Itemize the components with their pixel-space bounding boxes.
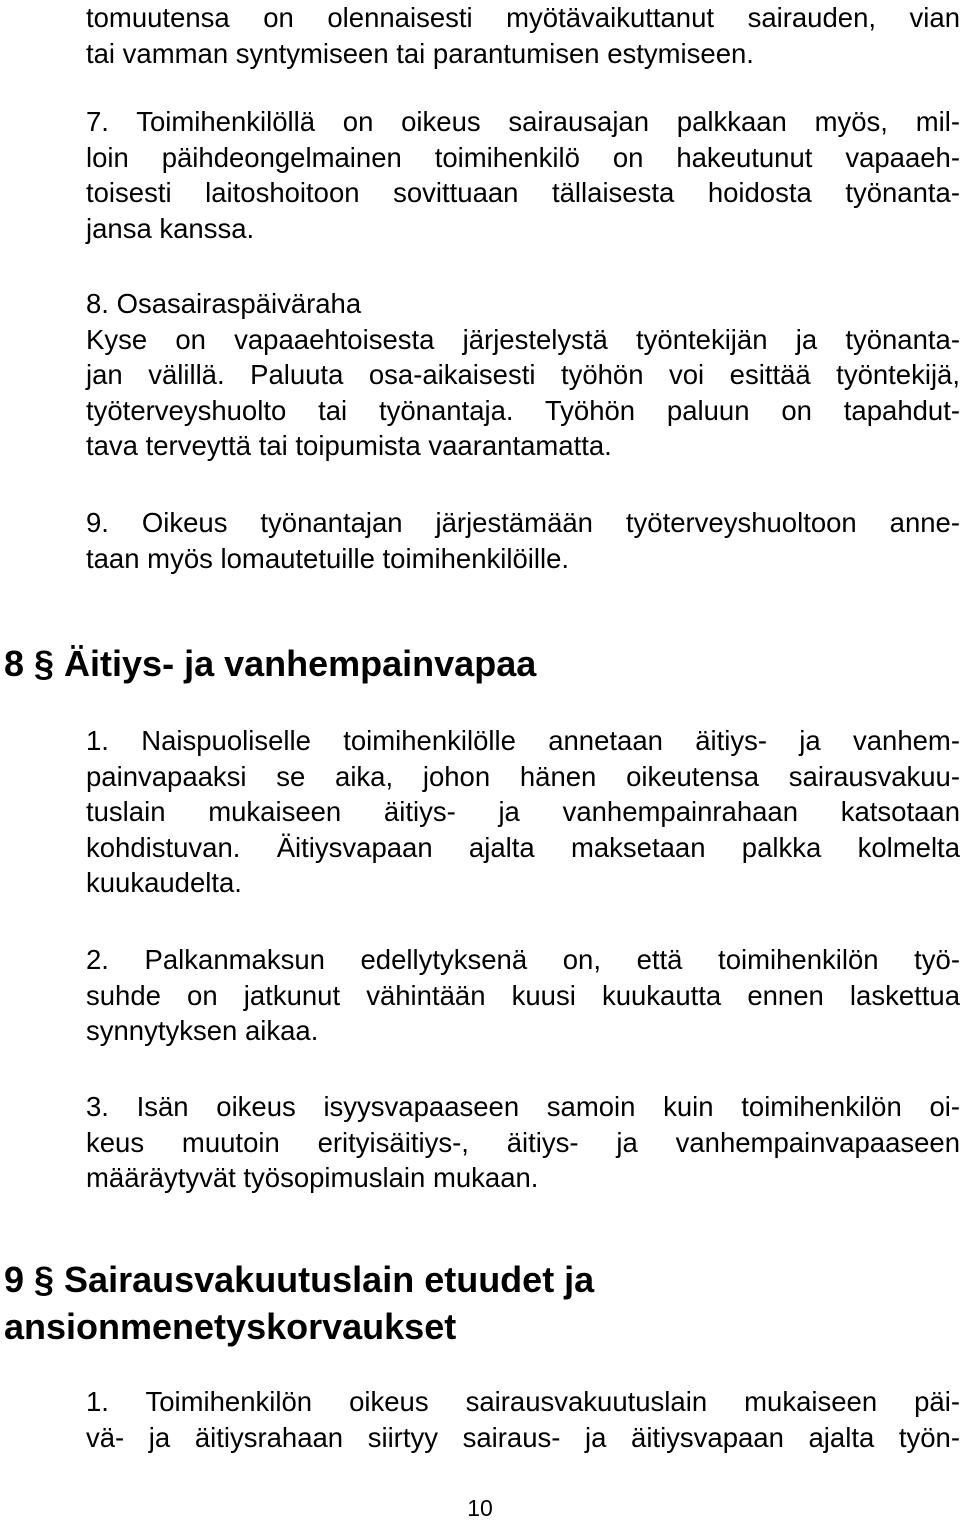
text-line: tomuutensa on olennaisesti myötävaikuttanut sairauden, vian (86, 2, 960, 33)
paragraph-section8-item-3 (86, 1089, 960, 1196)
text-line: loin päihdeongelmainen toimihenkilö on hakeutunut vapaaeh- (86, 141, 960, 173)
page-number: 10 (467, 1495, 493, 1521)
paragraph-section9-item-1 (86, 1384, 960, 1455)
text-line: 3. Isän oikeus isyysvapaaseen samoin kuin toimihenkilön oi- (86, 1091, 960, 1122)
text-line: suhde on jatkunut vähintään kuusi kuukautta ennen laskettua (86, 979, 960, 1011)
text-line: Kyse on vapaaehtoisesta järjestelystä työntekijän ja työnanta- (86, 323, 960, 355)
text-line: tuslain mukaiseen äitiys- ja vanhempainrahaan katsotaan (86, 796, 960, 827)
text-line: työterveyshuolto tai työnantaja. Työhön paluun on tapahdut- (86, 394, 960, 426)
text-line: synnytyksen aikaa. (86, 1015, 319, 1046)
section-heading-9 (4, 1256, 594, 1350)
text-line: kohdistuvan. Äitiysvapaan ajalta maksetaan palkka kolmelta (86, 831, 960, 863)
heading-line: 9 § Sairausvakuutuslain etuudet ja (4, 1259, 595, 1300)
text-line: 2. Palkanmaksun edellytyksenä on, että toimihenkilön työ- (86, 944, 960, 975)
text-line: toisesti laitoshoitoon sovittuaan tällaisesta hoidosta työnanta- (86, 177, 960, 208)
text-line: painvapaaksi se aika, johon hänen oikeutensa sairausvakuu- (86, 760, 960, 792)
text-line: 7. Toimihenkilöllä on oikeus sairausajan palkkaan myös, mil- (86, 106, 960, 137)
paragraph-section8-item-2 (86, 942, 960, 1049)
text-line: 8. Osasairaspäiväraha (86, 288, 362, 319)
text-line: jan välillä. Paluuta osa-aikaisesti työhön voi esittää työntekijä, (86, 359, 960, 390)
text-line: jansa kanssa. (86, 212, 255, 244)
paragraph-item-7 (86, 104, 960, 246)
paragraph-intro-continuation (86, 0, 960, 71)
text-line: vä- ja äitiysrahaan siirtyy sairaus- ja äitiysvapaan ajalta työn- (86, 1421, 960, 1453)
text-line: tava terveyttä tai toipumista vaarantamatta. (86, 430, 612, 461)
paragraph-section8-item-1 (86, 723, 960, 901)
text-line: kuukaudelta. (86, 867, 242, 898)
text-line: 9. Oikeus työnantajan järjestämään työterveyshuoltoon anne- (86, 507, 960, 538)
paragraph-item-8 (86, 286, 960, 464)
text-line: määräytyvät työsopimuslain mukaan. (86, 1162, 539, 1193)
paragraph-item-9 (86, 505, 960, 576)
text-line: 1. Naispuoliselle toimihenkilölle annetaan äitiys- ja vanhem- (86, 725, 960, 756)
text-line: keus muutoin erityisäitiys-, äitiys- ja vanhempainvapaaseen (86, 1126, 960, 1158)
text-line: taan myös lomautetuille toimihenkilöille. (86, 542, 570, 574)
text-line: tai vamman syntymiseen tai parantumisen estymiseen. (86, 37, 754, 69)
text-line: 1. Toimihenkilön oikeus sairausvakuutuslain mukaiseen päi- (86, 1386, 960, 1417)
heading-line: ansionmenetyskorvaukset (4, 1306, 457, 1347)
section-heading-8: 8 § Äitiys- ja vanhempainvapaa (4, 643, 537, 684)
